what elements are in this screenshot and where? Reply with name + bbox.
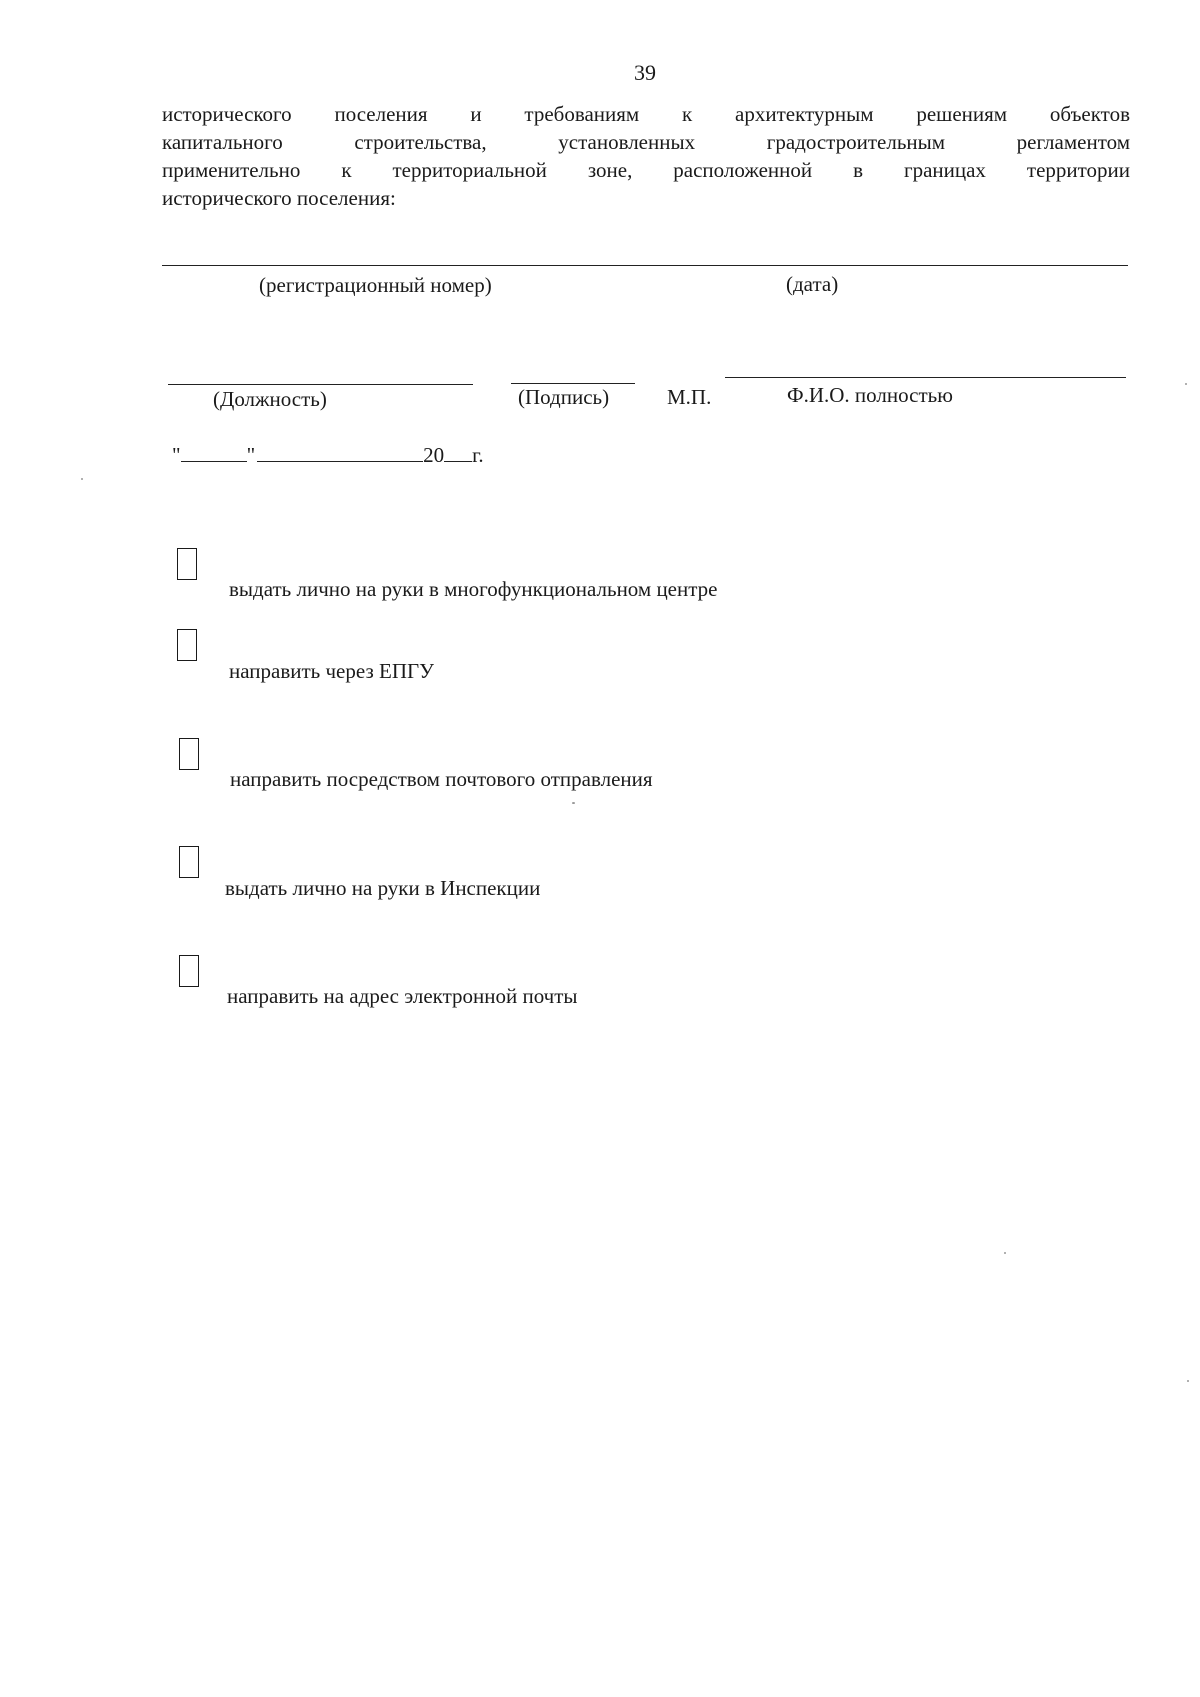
intro-line: исторического поселения и требованиям к архитектурным решениям объектов [162,102,1130,126]
delivery-checkbox[interactable] [179,738,199,770]
scan-speck [572,802,575,804]
scan-speck [81,478,83,480]
delivery-option-label: выдать лично на руки в многофункциональном центре [229,577,718,601]
stamp-caption: М.П. [667,385,712,409]
full-name-caption: Ф.И.О. полностью [787,383,953,407]
delivery-checkbox[interactable] [179,955,199,987]
date-stub [172,443,484,468]
registration-rule[interactable] [162,265,1128,266]
intro-line: применительно к территориальной зоне, расположенной в границах территории [162,158,1130,182]
signature-rule[interactable] [511,383,635,384]
signature-caption: (Подпись) [518,385,610,409]
month-blank[interactable] [257,443,423,462]
scan-speck [1004,1252,1006,1254]
delivery-checkbox[interactable] [177,629,197,661]
delivery-option-label: направить на адрес электронной почты [227,984,578,1008]
delivery-option-label: направить через ЕПГУ [229,659,435,683]
year-blank[interactable] [444,443,472,462]
scan-speck [1187,1380,1189,1382]
scan-speck [1185,383,1187,385]
date-close-quote: " [246,443,256,467]
delivery-option-label: направить посредством почтового отправления [230,767,653,791]
registration-number-caption: (регистрационный номер) [259,273,492,297]
position-rule[interactable] [168,384,473,385]
intro-line: исторического поселения: [162,186,396,210]
intro-paragraph [162,100,1130,212]
delivery-checkbox[interactable] [179,846,199,878]
full-name-rule[interactable] [725,377,1126,378]
date-open-quote: " [172,443,181,467]
registration-date-caption: (дата) [786,272,839,296]
year-suffix: г. [472,443,484,467]
intro-line: капитального строительства, установленных градостроительным регламентом [162,130,1130,154]
position-caption: (Должность) [213,387,327,411]
year-prefix: 20 [423,443,445,467]
delivery-checkbox[interactable] [177,548,197,580]
day-blank[interactable] [181,443,247,462]
page-number: 39 [634,60,656,85]
delivery-option-label: выдать лично на руки в Инспекции [225,876,541,900]
